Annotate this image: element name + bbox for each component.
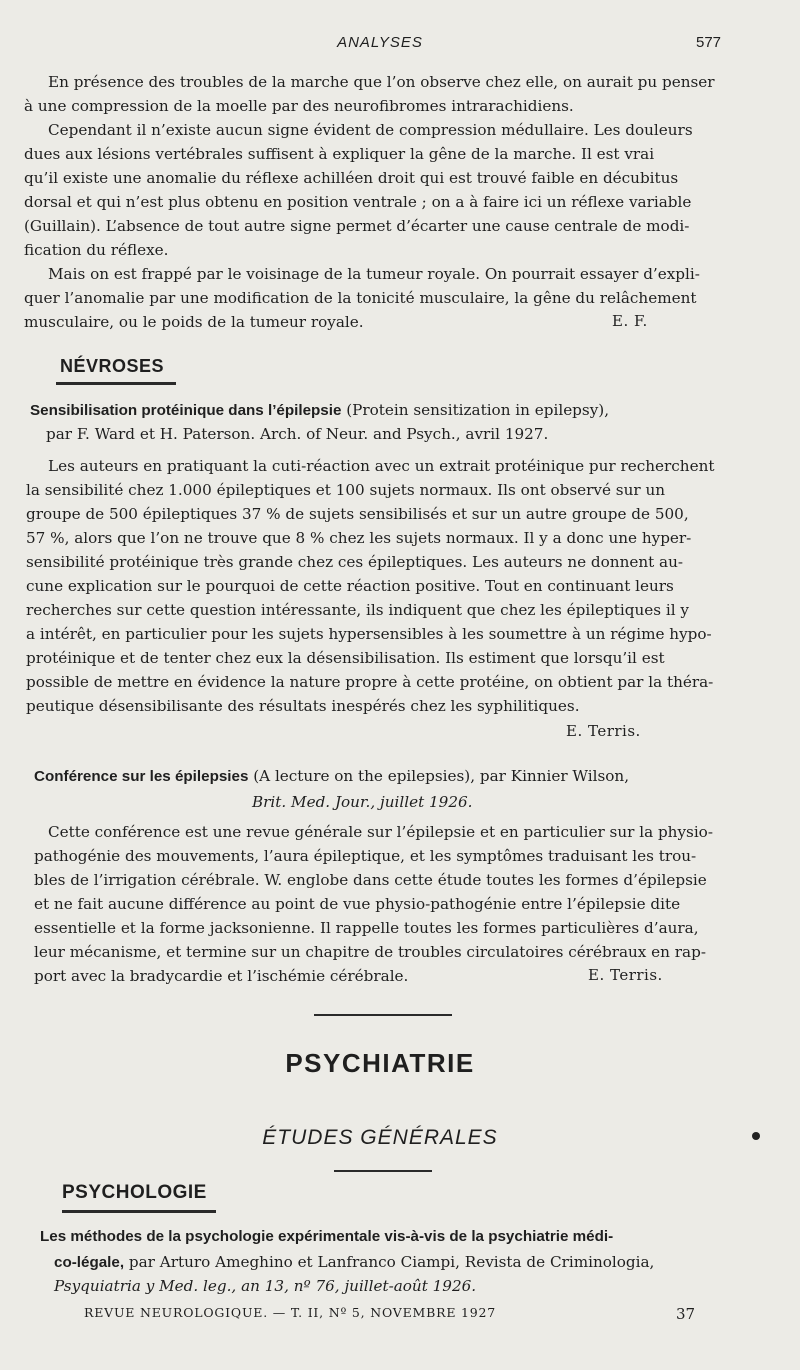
running-header: ANALYSES — [337, 34, 423, 51]
article-title-line — [54, 1250, 754, 1275]
text-line: et ne fait aucune différence au point de vue physio-pathogénie entre l’épilepsie dite — [34, 895, 681, 913]
section-rule — [56, 382, 176, 385]
bullet-mark — [752, 1132, 760, 1140]
subsection-title-etudes: ÉTUDES GÉNÉRALES — [262, 1126, 498, 1149]
text-line: essentielle et la forme jacksonienne. Il rappelle toutes les formes particulières d’aura, — [34, 919, 699, 937]
article-title-translation: (A lecture on the epilepsies), par Kinnier Wilson, — [248, 767, 630, 785]
text-line: port avec la bradycardie et l’ischémie cérébrale. — [34, 967, 409, 985]
text-line: qu’il existe une anomalie du réflexe achilléen droit qui est trouvé faible en décubitus — [24, 169, 679, 187]
article-title-translation: (Protein sensitization in epilepsy), — [341, 401, 610, 419]
text-line: En présence des troubles de la marche que l’on observe chez elle, on aurait pu penser — [48, 73, 715, 91]
text-line: musculaire, ou le poids de la tumeur royale. — [24, 313, 364, 331]
text-line: sensibilité protéinique très grande chez ces épileptiques. Les auteurs ne donnent au- — [26, 553, 684, 571]
divider-rule — [334, 1170, 432, 1172]
article-byline: par F. Ward et H. Paterson. Arch. of Neur. and Psych., avril 1927. — [46, 425, 549, 443]
text-line: Cette conférence est une revue générale sur l’épilepsie et en particulier sur la physio- — [48, 823, 713, 841]
article-title: Les méthodes de la psychologie expérimentale vis-à-vis de la psychiatrie médi- — [40, 1228, 614, 1245]
section-title-nevroses: NÉVROSES — [60, 356, 165, 376]
text-line: dues aux lésions vertébrales suffisent à expliquer la gêne de la marche. Il est vrai — [24, 145, 655, 163]
article-title: Sensibilisation protéinique dans l’épilepsie — [30, 402, 342, 419]
article-byline: Brit. Med. Jour., juillet 1926. — [252, 793, 473, 811]
signature: E. Terris. — [588, 966, 663, 984]
text-line: (Guillain). L’absence de tout autre signe permet d’écarter une cause centrale de modi- — [24, 217, 690, 235]
text-line: la sensibilité chez 1.000 épileptiques et 100 sujets normaux. Ils ont observé sur un — [26, 481, 666, 499]
text-line: protéinique et de tenter chez eux la désensibilisation. Ils estiment que lorsqu’il est — [26, 649, 665, 667]
article-title-cont: co-légale, — [54, 1254, 125, 1271]
text-line: pathogénie des mouvements, l’aura épileptique, et les symptômes traduisant les trou- — [34, 847, 697, 865]
text-line: leur mécanisme, et termine sur un chapitre de troubles circulatoires cérébraux en rap- — [34, 943, 706, 961]
text-line: peutique désensibilisante des résultats inespérés chez les syphilitiques. — [26, 697, 580, 715]
section-rule — [62, 1210, 216, 1213]
text-line: possible de mettre en évidence la nature propre à cette protéine, on obtient par la théra- — [26, 673, 714, 691]
article-title-line — [30, 398, 750, 423]
text-line: à une compression de la moelle par des neurofibromes intrarachidiens. — [24, 97, 574, 115]
signature: E. F. — [612, 312, 648, 330]
text-line: groupe de 500 épileptiques 37 % de sujets sensibilisés et sur un autre groupe de 500, — [26, 505, 689, 523]
footer-number: 37 — [676, 1305, 696, 1323]
text-line: Cependant il n’existe aucun signe évident de compression médullaire. Les douleurs — [48, 121, 693, 139]
article-title-line — [40, 1224, 756, 1249]
page-number: 577 — [696, 34, 722, 51]
text-line: Mais on est frappé par le voisinage de la tumeur royale. On pourrait essayer d’expli- — [48, 265, 700, 283]
article-byline: par Arturo Ameghino et Lanfranco Ciampi, Revista de Criminologia, — [124, 1253, 655, 1271]
text-line: bles de l’irrigation cérébrale. W. englobe dans cette étude toutes les formes d’épilepsie — [34, 871, 707, 889]
signature: E. Terris. — [566, 722, 641, 740]
section-title-psychologie: PSYCHOLOGIE — [62, 1182, 207, 1203]
section-title-psychiatrie: PSYCHIATRIE — [285, 1048, 475, 1078]
text-line: 57 %, alors que l’on ne trouve que 8 % chez les sujets normaux. Il y a donc une hyper- — [26, 529, 692, 547]
text-line: recherches sur cette question intéressante, ils indiquent que chez les épileptiques il y — [26, 601, 689, 619]
article-title-line — [34, 764, 750, 789]
divider-rule — [314, 1014, 452, 1016]
article-title: Conférence sur les épilepsies — [34, 768, 249, 785]
article-source: Psyquiatria y Med. leg., an 13, nº 76, juillet-août 1926. — [54, 1277, 477, 1295]
text-line: a intérêt, en particulier pour les sujets hypersensibles à les soumettre à un régime hypo- — [26, 625, 712, 643]
text-line: quer l’anomalie par une modification de la tonicité musculaire, la gêne du relâchement — [24, 289, 697, 307]
text-line: Les auteurs en pratiquant la cuti-réaction avec un extrait protéinique pur recherchent — [48, 457, 715, 475]
text-line: cune explication sur le pourquoi de cette réaction positive. Tout en continuant leurs — [26, 577, 674, 595]
page-footer: REVUE NEUROLOGIQUE. — T. II, Nº 5, NOVEMBRE 1927 — [84, 1305, 497, 1320]
text-line: fication du réflexe. — [24, 241, 169, 259]
text-line: dorsal et qui n’est plus obtenu en position ventrale ; on a à faire ici un réflexe variable — [24, 193, 692, 211]
